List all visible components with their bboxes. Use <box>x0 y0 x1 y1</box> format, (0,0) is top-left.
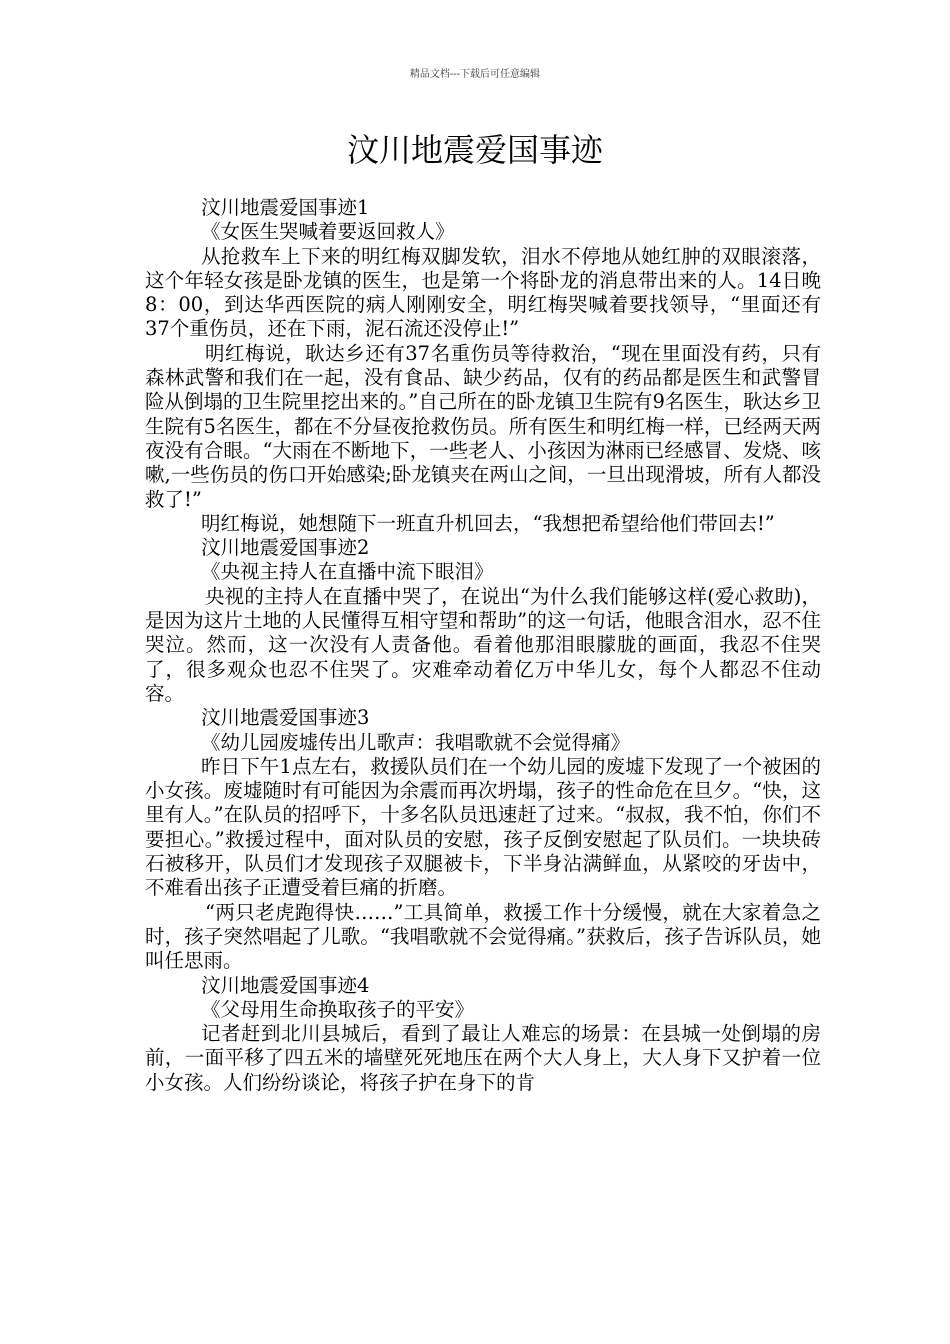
section-heading: 汶川地震爱国事迹2 <box>201 536 370 560</box>
document-body <box>145 196 821 1095</box>
section-subtitle: 《央视主持人在直播中流下眼泪》 <box>201 560 494 584</box>
paragraph: 昨日下午1点左右，救援队员们在一个幼儿园的废墟下发现了一个被困的小女孩。废墟随时有可能因为余震而再次坍塌，孩子的性命危在旦夕。“快，这里有人。”在队员的招呼下，十多名队员迅速赶了过来。“叔叔，我不怕，你们不要担心。”救援过程中，面对队员的安慰，孩子反倒安慰起了队员们。一块块砖石被移开，队员们才发现孩子双腿被卡，下半身沾满鲜血，从紧咬的牙齿中，不难看出孩子正遭受着巨痛的折磨。 <box>145 754 821 900</box>
section-heading: 汶川地震爱国事迹3 <box>201 706 370 730</box>
section-subtitle: 《女医生哭喊着要返回救人》 <box>201 220 455 244</box>
header-note: 精品文档---下载后可任意编辑 <box>409 69 541 80</box>
paragraph: “两只老虎跑得快……”工具简单，救援工作十分缓慢，就在大家着急之时，孩子突然唱起了儿歌。“我唱歌就不会觉得痛。”获救后，孩子告诉队员，她叫任思雨。 <box>145 900 821 973</box>
document-title: 汶川地震爱国事迹 <box>346 131 603 169</box>
section-subtitle: 《幼儿园废墟传出儿歌声：我唱歌就不会觉得痛》 <box>201 730 631 754</box>
section-heading: 汶川地震爱国事迹4 <box>201 973 370 997</box>
paragraph: 从抢救车上下来的明红梅双脚发软，泪水不停地从她红肿的双眼滚落，这个年轻女孩是卧龙镇的医生，也是第一个将卧龙的消息带出来的人。14日晚8：00，到达华西医院的病人刚刚安全，明红梅哭喊着要找领导，“里面还有37个重伤员，还在下雨，泥石流还没停止!” <box>145 244 821 341</box>
paragraph: 明红梅说，耿达乡还有37名重伤员等待救治，“现在里面没有药，只有森林武警和我们在一起，没有食品、缺少药品，仅有的药品都是医生和武警冒险从倒塌的卫生院里挖出来的。”自己所在的卧龙镇卫生院有9名医生，耿达乡卫生院有5名医生，都在不分昼夜抢救伤员。所有医生和明红梅一样，已经两天两夜没有合眼。“大雨在不断地下，一些老人、小孩因为淋雨已经感冒、发烧、咳嗽,一些伤员的伤口开始感染;卧龙镇夹在两山之间，一旦出现滑坡，所有人都没救了!” <box>145 341 821 511</box>
paragraph: 央视的主持人在直播中哭了，在说出“为什么我们能够这样(爱心救助)，是因为这片土地的人民懂得互相守望和帮助”的这一句话，他眼含泪水，忍不住哭泣。然而，这一次没有人责备他。看着他那泪眼朦胧的画面，我忍不住哭了，很多观众也忍不住哭了。灾难牵动着亿万中华儿女，每个人都忍不住动容。 <box>145 584 821 705</box>
paragraph: 明红梅说，她想随下一班直升机回去，“我想把希望给他们带回去!” <box>201 511 775 535</box>
paragraph: 记者赶到北川县城后，看到了最让人难忘的场景：在县城一处倒塌的房前，一面平移了四五米的墙壁死死地压在两个大人身上，大人身下又护着一位小女孩。人们纷纷谈论，将孩子护在身下的肯 <box>145 1022 821 1094</box>
section-heading: 汶川地震爱国事迹1 <box>201 196 370 219</box>
section-subtitle: 《父母用生命换取孩子的平安》 <box>201 997 475 1021</box>
